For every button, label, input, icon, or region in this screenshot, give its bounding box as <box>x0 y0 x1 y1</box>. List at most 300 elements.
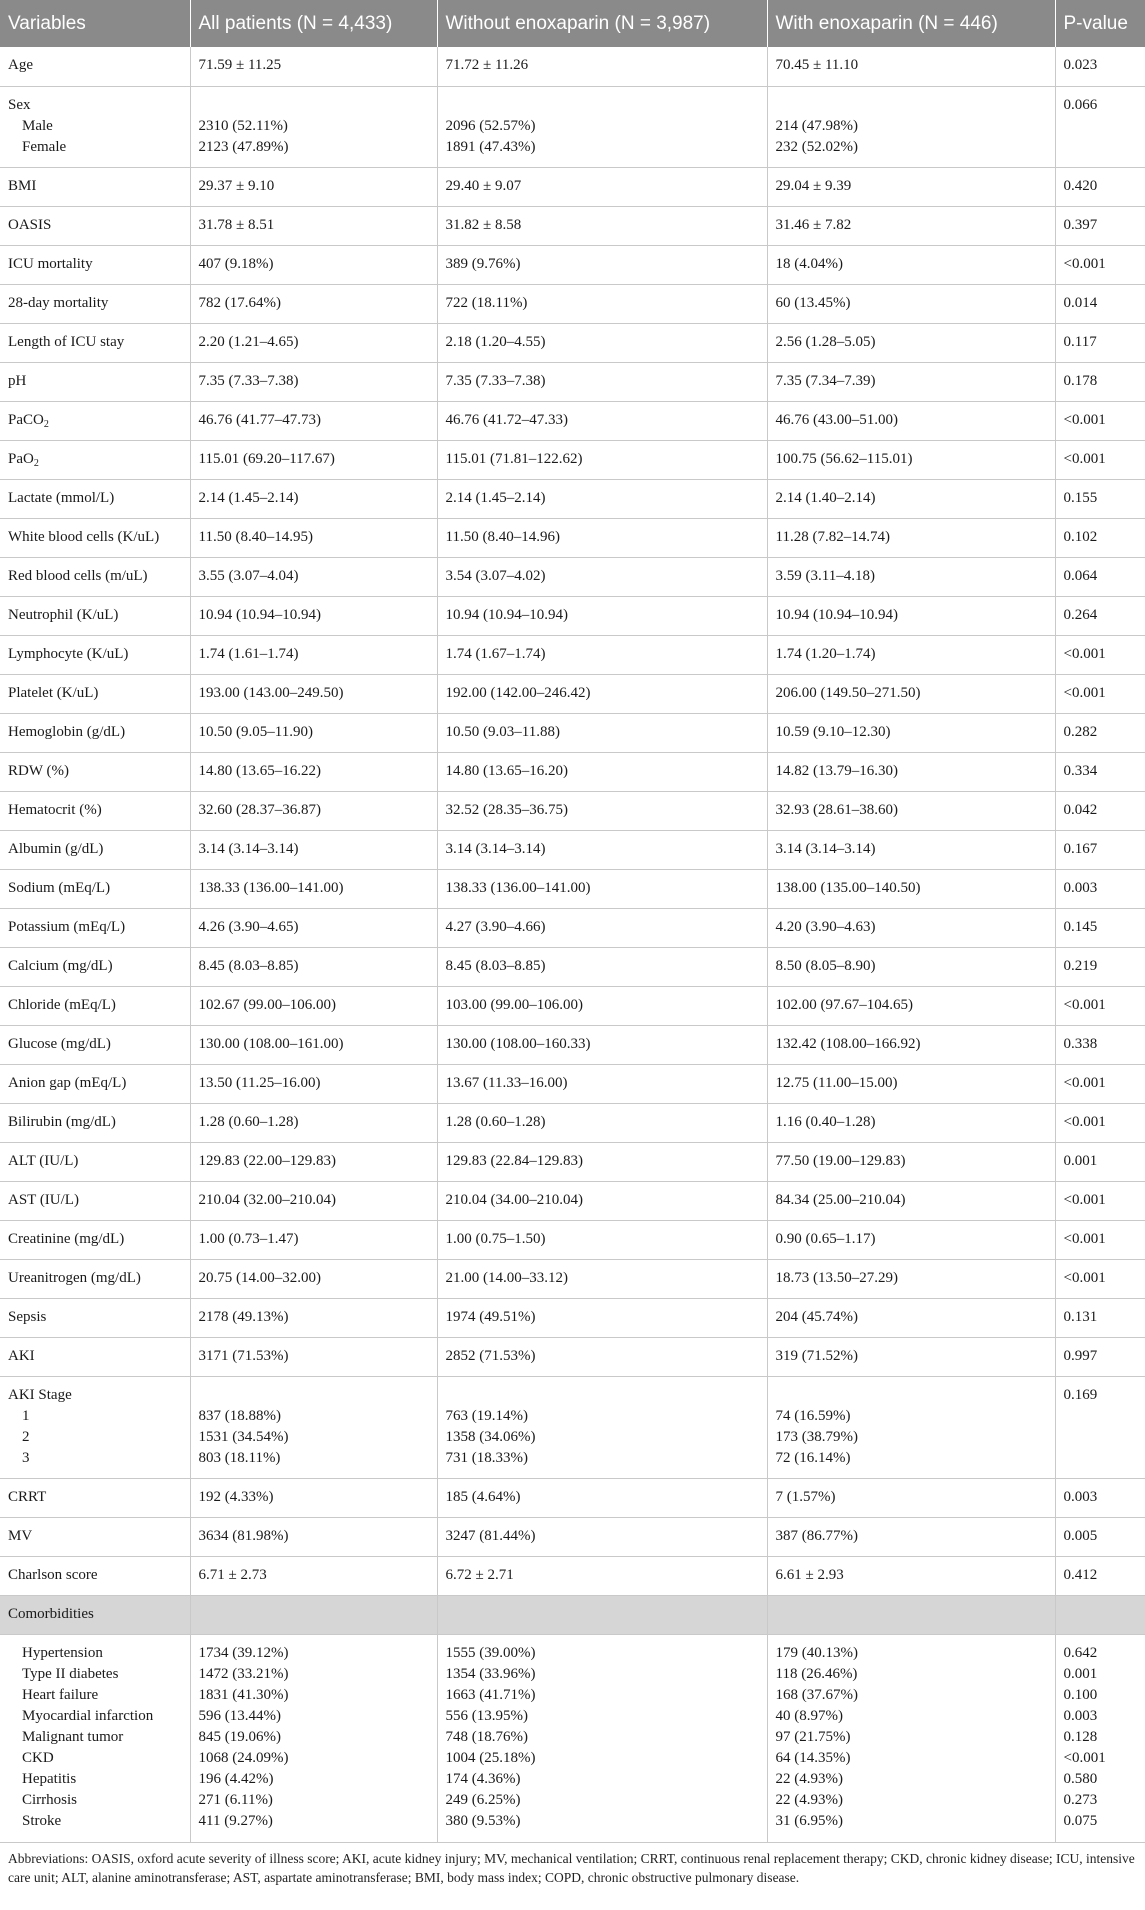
without-enoxaparin-cell-value: 13.67 (11.33–16.00) <box>445 1074 568 1091</box>
with-enoxaparin-cell <box>767 167 1055 206</box>
all-patients-cell <box>190 440 437 479</box>
without-enoxaparin-cell <box>437 284 767 323</box>
table-body <box>0 47 1145 1842</box>
p-value-cell <box>1055 908 1145 947</box>
section-empty-cell <box>437 1595 767 1634</box>
variable-cell <box>0 557 190 596</box>
all-patients-cell <box>190 1181 437 1220</box>
without-enoxaparin-cell <box>437 947 767 986</box>
p-value-cell-value: <0.001 <box>1063 255 1106 272</box>
variable-label: RDW (%) <box>8 762 69 779</box>
all-patients-cell <box>190 1556 437 1595</box>
header-p-value: P-value <box>1055 0 1145 47</box>
all-patients-cell-value: 8.45 (8.03–8.85) <box>198 957 299 974</box>
comorbidities-header-row <box>0 1595 1145 1634</box>
p-value-cell-value: 0.131 <box>1063 1308 1098 1325</box>
all-patients-cell-value: 210.04 (32.00–210.04) <box>198 1191 336 1208</box>
with-enoxaparin-cell-value: 7 (1.57%) <box>775 1488 836 1505</box>
without-enoxaparin-cell-value: 31.82 ± 8.58 <box>445 216 522 233</box>
without-enoxaparin-cell-value: 748 (18.76%) <box>445 1728 528 1745</box>
with-enoxaparin-cell <box>767 401 1055 440</box>
all-patients-cell <box>190 1142 437 1181</box>
all-patients-cell-value: 46.76 (41.77–47.73) <box>198 411 321 428</box>
without-enoxaparin-cell-value: 32.52 (28.35–36.75) <box>445 801 568 818</box>
variable-label: ALT (IU/L) <box>8 1152 79 1169</box>
with-enoxaparin-cell-value: 22 (4.93%) <box>775 1770 843 1787</box>
section-empty-cell <box>767 1595 1055 1634</box>
p-value-cell <box>1055 1181 1145 1220</box>
p-value-cell <box>1055 1064 1145 1103</box>
without-enoxaparin-cell-value: 71.72 ± 11.26 <box>445 57 529 73</box>
all-patients-cell-value: 129.83 (22.00–129.83) <box>198 1152 336 1169</box>
with-enoxaparin-cell-value: 72 (16.14%) <box>775 1449 851 1466</box>
without-enoxaparin-cell <box>437 518 767 557</box>
all-patients-cell <box>190 869 437 908</box>
without-enoxaparin-cell-value: 249 (6.25%) <box>445 1791 521 1808</box>
all-patients-cell-value: 138.33 (136.00–141.00) <box>198 879 344 896</box>
without-enoxaparin-cell <box>437 635 767 674</box>
without-enoxaparin-cell-value: 7.35 (7.33–7.38) <box>445 372 546 389</box>
all-patients-cell-value: 837 (18.88%) <box>198 1407 281 1424</box>
without-enoxaparin-cell <box>437 1376 767 1478</box>
all-patients-cell <box>190 245 437 284</box>
table-row <box>0 986 1145 1025</box>
with-enoxaparin-cell-value: 2.56 (1.28–5.05) <box>775 333 876 350</box>
with-enoxaparin-cell-value: 84.34 (25.00–210.04) <box>775 1191 906 1208</box>
p-value-cell-value: 0.001 <box>1063 1152 1098 1169</box>
header-without-enoxaparin: Without enoxaparin (N = 3,987) <box>437 0 767 47</box>
with-enoxaparin-cell-value: 102.00 (97.67–104.65) <box>775 996 913 1013</box>
without-enoxaparin-cell-value: 3.54 (3.07–4.02) <box>445 567 546 584</box>
without-enoxaparin-cell-value: 185 (4.64%) <box>445 1488 521 1505</box>
p-value-cell <box>1055 479 1145 518</box>
variable-sub-label: Stroke <box>22 1812 62 1829</box>
variable-cell <box>0 830 190 869</box>
p-value-cell-value: 0.102 <box>1063 528 1098 545</box>
p-value-cell <box>1055 245 1145 284</box>
with-enoxaparin-cell-value: 77.50 (19.00–129.83) <box>775 1152 906 1169</box>
with-enoxaparin-cell-value: 18 (4.04%) <box>775 255 843 272</box>
p-value-cell <box>1055 284 1145 323</box>
without-enoxaparin-cell-value: 1.28 (0.60–1.28) <box>445 1113 546 1130</box>
all-patients-cell <box>190 362 437 401</box>
p-value-cell <box>1055 635 1145 674</box>
p-value-cell <box>1055 323 1145 362</box>
spacer <box>446 95 759 116</box>
with-enoxaparin-cell <box>767 1556 1055 1595</box>
variable-sub-label: 3 <box>22 1449 30 1466</box>
all-patients-cell-value: 1831 (41.30%) <box>198 1686 289 1703</box>
without-enoxaparin-cell <box>437 47 767 86</box>
without-enoxaparin-cell-value: 10.94 (10.94–10.94) <box>445 606 568 623</box>
table-row <box>0 1478 1145 1517</box>
p-value-cell <box>1055 557 1145 596</box>
header-all-patients: All patients (N = 4,433) <box>190 0 437 47</box>
variable-cell <box>0 47 190 86</box>
without-enoxaparin-cell-value: 1663 (41.71%) <box>445 1686 536 1703</box>
with-enoxaparin-cell-value: 204 (45.74%) <box>775 1308 858 1325</box>
all-patients-cell-value: 782 (17.64%) <box>198 294 281 311</box>
all-patients-cell <box>190 830 437 869</box>
p-value-cell-value: 0.420 <box>1063 177 1098 194</box>
p-value-cell-value: 0.155 <box>1063 489 1098 506</box>
p-value-cell-value: <0.001 <box>1063 1269 1106 1286</box>
all-patients-cell-value: 4.26 (3.90–4.65) <box>198 918 299 935</box>
with-enoxaparin-cell-value: 29.04 ± 9.39 <box>775 177 852 194</box>
variable-cell <box>0 713 190 752</box>
table-row <box>0 1556 1145 1595</box>
with-enoxaparin-cell-value: 179 (40.13%) <box>775 1644 858 1661</box>
p-value-cell-value: 0.178 <box>1063 372 1098 389</box>
variable-label: 28-day mortality <box>8 294 109 311</box>
variable-group-label: Sex <box>8 96 31 113</box>
p-value-cell-value: 0.066 <box>1063 96 1098 113</box>
with-enoxaparin-cell-value: 206.00 (149.50–271.50) <box>775 684 921 701</box>
with-enoxaparin-cell <box>767 206 1055 245</box>
all-patients-cell-value: 14.80 (13.65–16.22) <box>198 762 321 779</box>
p-value-cell-value: 0.064 <box>1063 567 1098 584</box>
without-enoxaparin-cell <box>437 830 767 869</box>
p-value-cell <box>1055 362 1145 401</box>
all-patients-cell-value: 1.74 (1.61–1.74) <box>198 645 299 662</box>
table-row <box>0 947 1145 986</box>
without-enoxaparin-cell-value: 556 (13.95%) <box>445 1707 528 1724</box>
with-enoxaparin-cell-value: 18.73 (13.50–27.29) <box>775 1269 898 1286</box>
with-enoxaparin-cell-value: 14.82 (13.79–16.30) <box>775 762 898 779</box>
with-enoxaparin-cell <box>767 518 1055 557</box>
p-value-cell-value: <0.001 <box>1063 1074 1106 1091</box>
p-value-cell-value: 0.075 <box>1063 1812 1098 1829</box>
all-patients-cell <box>190 713 437 752</box>
p-value-cell-value: <0.001 <box>1063 411 1106 428</box>
variable-cell <box>0 1259 190 1298</box>
without-enoxaparin-cell-value: 389 (9.76%) <box>445 255 521 272</box>
without-enoxaparin-cell-value: 2.14 (1.45–2.14) <box>445 489 546 506</box>
p-value-cell <box>1055 1376 1145 1478</box>
with-enoxaparin-cell-value: 1.16 (0.40–1.28) <box>775 1113 876 1130</box>
all-patients-cell-value: 845 (19.06%) <box>198 1728 281 1745</box>
all-patients-cell <box>190 479 437 518</box>
without-enoxaparin-cell-value: 3.14 (3.14–3.14) <box>445 840 546 857</box>
p-value-cell-value: 0.580 <box>1063 1770 1098 1787</box>
with-enoxaparin-cell-value: 3.59 (3.11–4.18) <box>775 567 875 584</box>
comorbidities-row <box>0 1634 1145 1842</box>
with-enoxaparin-cell-value: 7.35 (7.34–7.39) <box>775 372 876 389</box>
p-value-cell-value: 0.169 <box>1063 1386 1098 1403</box>
all-patients-cell-value: 3171 (71.53%) <box>198 1347 289 1364</box>
p-value-cell <box>1055 596 1145 635</box>
variable-cell <box>0 323 190 362</box>
p-value-cell-value: <0.001 <box>1063 450 1106 467</box>
variable-sub-label: Myocardial infarction <box>22 1707 154 1724</box>
table-row <box>0 869 1145 908</box>
with-enoxaparin-cell <box>767 752 1055 791</box>
all-patients-cell-value: 192 (4.33%) <box>198 1488 274 1505</box>
variable-cell <box>0 1064 190 1103</box>
variable-cell <box>0 986 190 1025</box>
with-enoxaparin-cell <box>767 635 1055 674</box>
p-value-cell <box>1055 401 1145 440</box>
table-row <box>0 908 1145 947</box>
all-patients-cell-value: 1068 (24.09%) <box>198 1749 289 1766</box>
all-patients-cell <box>190 47 437 86</box>
with-enoxaparin-cell <box>767 791 1055 830</box>
with-enoxaparin-cell-value: 118 (26.46%) <box>775 1665 858 1682</box>
with-enoxaparin-cell <box>767 1517 1055 1556</box>
with-enoxaparin-cell <box>767 323 1055 362</box>
variable-cell <box>0 1556 190 1595</box>
variable-cell <box>0 674 190 713</box>
table-row <box>0 596 1145 635</box>
without-enoxaparin-cell-value: 11.50 (8.40–14.96) <box>445 528 560 545</box>
variable-label: Charlson score <box>8 1566 98 1583</box>
all-patients-cell-value: 2310 (52.11%) <box>198 117 288 134</box>
header-row <box>0 0 1145 47</box>
all-patients-cell-value: 31.78 ± 8.51 <box>198 216 275 233</box>
all-patients-cell <box>190 908 437 947</box>
all-patients-cell <box>190 1376 437 1478</box>
without-enoxaparin-cell <box>437 86 767 167</box>
with-enoxaparin-cell-value: 4.20 (3.90–4.63) <box>775 918 876 935</box>
p-value-cell-value: <0.001 <box>1063 1191 1106 1208</box>
with-enoxaparin-cell <box>767 1337 1055 1376</box>
without-enoxaparin-cell <box>437 986 767 1025</box>
variable-label: BMI <box>8 177 37 194</box>
p-value-cell <box>1055 1556 1145 1595</box>
header-variables: Variables <box>0 0 190 47</box>
p-value-cell-value: 0.042 <box>1063 801 1098 818</box>
comorbidities-section-label <box>0 1595 190 1634</box>
variable-label: AST (IU/L) <box>8 1191 79 1208</box>
variable-sub-label: Female <box>22 138 67 155</box>
variable-label <box>8 410 182 435</box>
all-patients-cell-value: 102.67 (99.00–106.00) <box>198 996 336 1013</box>
p-value-cell <box>1055 1142 1145 1181</box>
p-value-cell-value: 0.997 <box>1063 1347 1098 1364</box>
spacer <box>776 95 1047 116</box>
variable-sub-label: CKD <box>22 1749 54 1766</box>
variable-cell <box>0 908 190 947</box>
all-patients-cell-value: 1472 (33.21%) <box>198 1665 289 1682</box>
p-value-cell <box>1055 674 1145 713</box>
p-value-cell-value: <0.001 <box>1063 1749 1106 1766</box>
without-enoxaparin-cell <box>437 401 767 440</box>
variable-label: Albumin (g/dL) <box>8 840 104 857</box>
table-row <box>0 47 1145 86</box>
section-empty-cell <box>190 1595 437 1634</box>
without-enoxaparin-cell <box>437 167 767 206</box>
with-enoxaparin-cell <box>767 1298 1055 1337</box>
with-enoxaparin-cell <box>767 713 1055 752</box>
all-patients-cell-value: 196 (4.42%) <box>198 1770 274 1787</box>
variable-cell <box>0 635 190 674</box>
variable-cell <box>0 86 190 167</box>
without-enoxaparin-cell-value: 138.33 (136.00–141.00) <box>445 879 591 896</box>
with-enoxaparin-cell-value: 173 (38.79%) <box>775 1428 858 1445</box>
all-patients-cell-value: 10.94 (10.94–10.94) <box>198 606 321 623</box>
with-enoxaparin-cell-value: 138.00 (135.00–140.50) <box>775 879 921 896</box>
all-patients-cell-value: 20.75 (14.00–32.00) <box>198 1269 321 1286</box>
without-enoxaparin-cell-value: 174 (4.36%) <box>445 1770 521 1787</box>
all-patients-cell-value: 596 (13.44%) <box>198 1707 281 1724</box>
table-row <box>0 1517 1145 1556</box>
variable-cell <box>0 1376 190 1478</box>
with-enoxaparin-cell <box>767 1142 1055 1181</box>
with-enoxaparin-cell-value: 2.14 (1.40–2.14) <box>775 489 876 506</box>
without-enoxaparin-cell-value: 29.40 ± 9.07 <box>445 177 522 194</box>
with-enoxaparin-cell-value: 168 (37.67%) <box>775 1686 858 1703</box>
variable-cell <box>0 284 190 323</box>
comorbidities-label: Comorbidities <box>8 1605 94 1622</box>
with-enoxaparin-cell-value: 387 (86.77%) <box>775 1527 858 1544</box>
variable-label: OASIS <box>8 216 52 233</box>
p-value-cell <box>1055 830 1145 869</box>
all-patients-cell <box>190 1025 437 1064</box>
without-enoxaparin-cell-value: 731 (18.33%) <box>445 1449 528 1466</box>
with-enoxaparin-cell-value: 31.46 ± 7.82 <box>775 216 852 233</box>
without-enoxaparin-cell-value: 722 (18.11%) <box>445 294 528 311</box>
all-patients-cell-value: 3634 (81.98%) <box>198 1527 289 1544</box>
variable-label: Age <box>8 57 33 73</box>
variable-cell <box>0 1025 190 1064</box>
all-patients-cell <box>190 1064 437 1103</box>
p-value-cell-value: 0.219 <box>1063 957 1098 974</box>
p-value-cell <box>1055 1103 1145 1142</box>
all-patients-cell <box>190 947 437 986</box>
all-patients-cell-value: 2178 (49.13%) <box>198 1308 289 1325</box>
variable-label <box>8 449 182 474</box>
with-enoxaparin-cell <box>767 86 1055 167</box>
with-enoxaparin-cell <box>767 47 1055 86</box>
variable-label: Bilirubin (mg/dL) <box>8 1113 116 1130</box>
p-value-cell-value: 0.412 <box>1063 1566 1098 1583</box>
without-enoxaparin-cell-value: 8.45 (8.03–8.85) <box>445 957 546 974</box>
p-value-cell-value: 0.334 <box>1063 762 1098 779</box>
all-patients-cell <box>190 1298 437 1337</box>
variable-label-text: PaO <box>8 450 34 467</box>
variable-cell <box>0 947 190 986</box>
variable-sub-label: Heart failure <box>22 1686 99 1703</box>
table-row <box>0 362 1145 401</box>
without-enoxaparin-cell-value: 380 (9.53%) <box>445 1812 521 1829</box>
p-value-cell <box>1055 1478 1145 1517</box>
all-patients-cell-value: 411 (9.27%) <box>198 1812 273 1829</box>
variable-sub-label: Cirrhosis <box>22 1791 78 1808</box>
variable-cell <box>0 440 190 479</box>
table-row <box>0 1220 1145 1259</box>
without-enoxaparin-cell <box>437 1181 767 1220</box>
variable-cell <box>0 401 190 440</box>
variable-cell <box>0 791 190 830</box>
variable-cell <box>0 518 190 557</box>
with-enoxaparin-cell <box>767 1181 1055 1220</box>
p-value-cell-value: 0.642 <box>1063 1644 1098 1661</box>
table-row <box>0 1103 1145 1142</box>
with-enoxaparin-cell-value: 8.50 (8.05–8.90) <box>775 957 876 974</box>
with-enoxaparin-cell <box>767 830 1055 869</box>
p-value-cell-value: 0.128 <box>1063 1728 1098 1745</box>
without-enoxaparin-cell <box>437 752 767 791</box>
variable-sub-label: Malignant tumor <box>22 1728 124 1745</box>
variable-cell <box>0 1517 190 1556</box>
all-patients-cell-value: 1531 (34.54%) <box>198 1428 289 1445</box>
table-row <box>0 206 1145 245</box>
with-enoxaparin-cell <box>767 1634 1055 1842</box>
with-enoxaparin-cell-value: 31 (6.95%) <box>775 1812 843 1829</box>
all-patients-cell <box>190 635 437 674</box>
without-enoxaparin-cell-value: 14.80 (13.65–16.20) <box>445 762 568 779</box>
all-patients-cell-value: 3.55 (3.07–4.04) <box>198 567 299 584</box>
with-enoxaparin-cell-value: 319 (71.52%) <box>775 1347 858 1364</box>
without-enoxaparin-cell <box>437 557 767 596</box>
all-patients-cell-value: 407 (9.18%) <box>198 255 274 272</box>
with-enoxaparin-cell-value: 10.94 (10.94–10.94) <box>775 606 898 623</box>
with-enoxaparin-cell-value: 1.74 (1.20–1.74) <box>775 645 876 662</box>
with-enoxaparin-cell <box>767 908 1055 947</box>
without-enoxaparin-cell <box>437 1142 767 1181</box>
table-row <box>0 1337 1145 1376</box>
without-enoxaparin-cell <box>437 440 767 479</box>
p-value-cell <box>1055 869 1145 908</box>
all-patients-cell-value: 1.00 (0.73–1.47) <box>198 1230 299 1247</box>
p-value-cell <box>1055 1517 1145 1556</box>
all-patients-cell-value: 2.14 (1.45–2.14) <box>198 489 299 506</box>
abbreviations-footnote: Abbreviations: OASIS, oxford acute severity of illness score; AKI, acute kidney injury; MV, mechanical ventilation; CRRT, continuous renal replacement therapy; CKD, chronic kidney disease; ICU, intensive care unit; ALT, alanine aminotransferase; AST, aspartate aminotransferase; BMI, body mass index; COPD, chronic obstructive pulmonary disease. <box>8 1850 1135 1885</box>
variable-cell <box>0 206 190 245</box>
without-enoxaparin-cell-value: 2096 (52.57%) <box>445 117 536 134</box>
all-patients-cell <box>190 674 437 713</box>
variable-cell <box>0 1634 190 1842</box>
with-enoxaparin-cell-value: 0.90 (0.65–1.17) <box>775 1230 876 1247</box>
p-value-cell <box>1055 791 1145 830</box>
variable-label: Potassium (mEq/L) <box>8 918 126 935</box>
all-patients-cell-value: 193.00 (143.00–249.50) <box>198 684 344 701</box>
variable-label: Hemoglobin (g/dL) <box>8 723 126 740</box>
without-enoxaparin-cell-value: 763 (19.14%) <box>445 1407 528 1424</box>
with-enoxaparin-cell <box>767 440 1055 479</box>
with-enoxaparin-cell-value: 12.75 (11.00–15.00) <box>775 1074 898 1091</box>
with-enoxaparin-cell <box>767 557 1055 596</box>
without-enoxaparin-cell <box>437 908 767 947</box>
without-enoxaparin-cell-value: 6.72 ± 2.71 <box>445 1566 514 1583</box>
without-enoxaparin-cell-value: 4.27 (3.90–4.66) <box>445 918 546 935</box>
variable-label: Length of ICU stay <box>8 333 125 350</box>
table-row <box>0 1025 1145 1064</box>
table-row <box>0 1376 1145 1478</box>
variable-label: Lymphocyte (K/uL) <box>8 645 129 662</box>
table-row <box>0 167 1145 206</box>
variable-cell <box>0 1103 190 1142</box>
p-value-cell <box>1055 1259 1145 1298</box>
p-value-cell-value: 0.145 <box>1063 918 1098 935</box>
variable-label: Glucose (mg/dL) <box>8 1035 111 1052</box>
all-patients-cell-value: 115.01 (69.20–117.67) <box>198 450 335 467</box>
variable-label: ICU mortality <box>8 255 93 272</box>
table-row <box>0 86 1145 167</box>
p-value-cell <box>1055 1025 1145 1064</box>
all-patients-cell <box>190 1634 437 1842</box>
without-enoxaparin-cell-value: 1891 (47.43%) <box>445 138 536 155</box>
with-enoxaparin-cell <box>767 674 1055 713</box>
p-value-cell <box>1055 947 1145 986</box>
p-value-cell <box>1055 1220 1145 1259</box>
p-value-cell <box>1055 986 1145 1025</box>
without-enoxaparin-cell-value: 130.00 (108.00–160.33) <box>445 1035 591 1052</box>
all-patients-cell <box>190 791 437 830</box>
all-patients-cell <box>190 1103 437 1142</box>
table-row <box>0 245 1145 284</box>
without-enoxaparin-cell-value: 1358 (34.06%) <box>445 1428 536 1445</box>
